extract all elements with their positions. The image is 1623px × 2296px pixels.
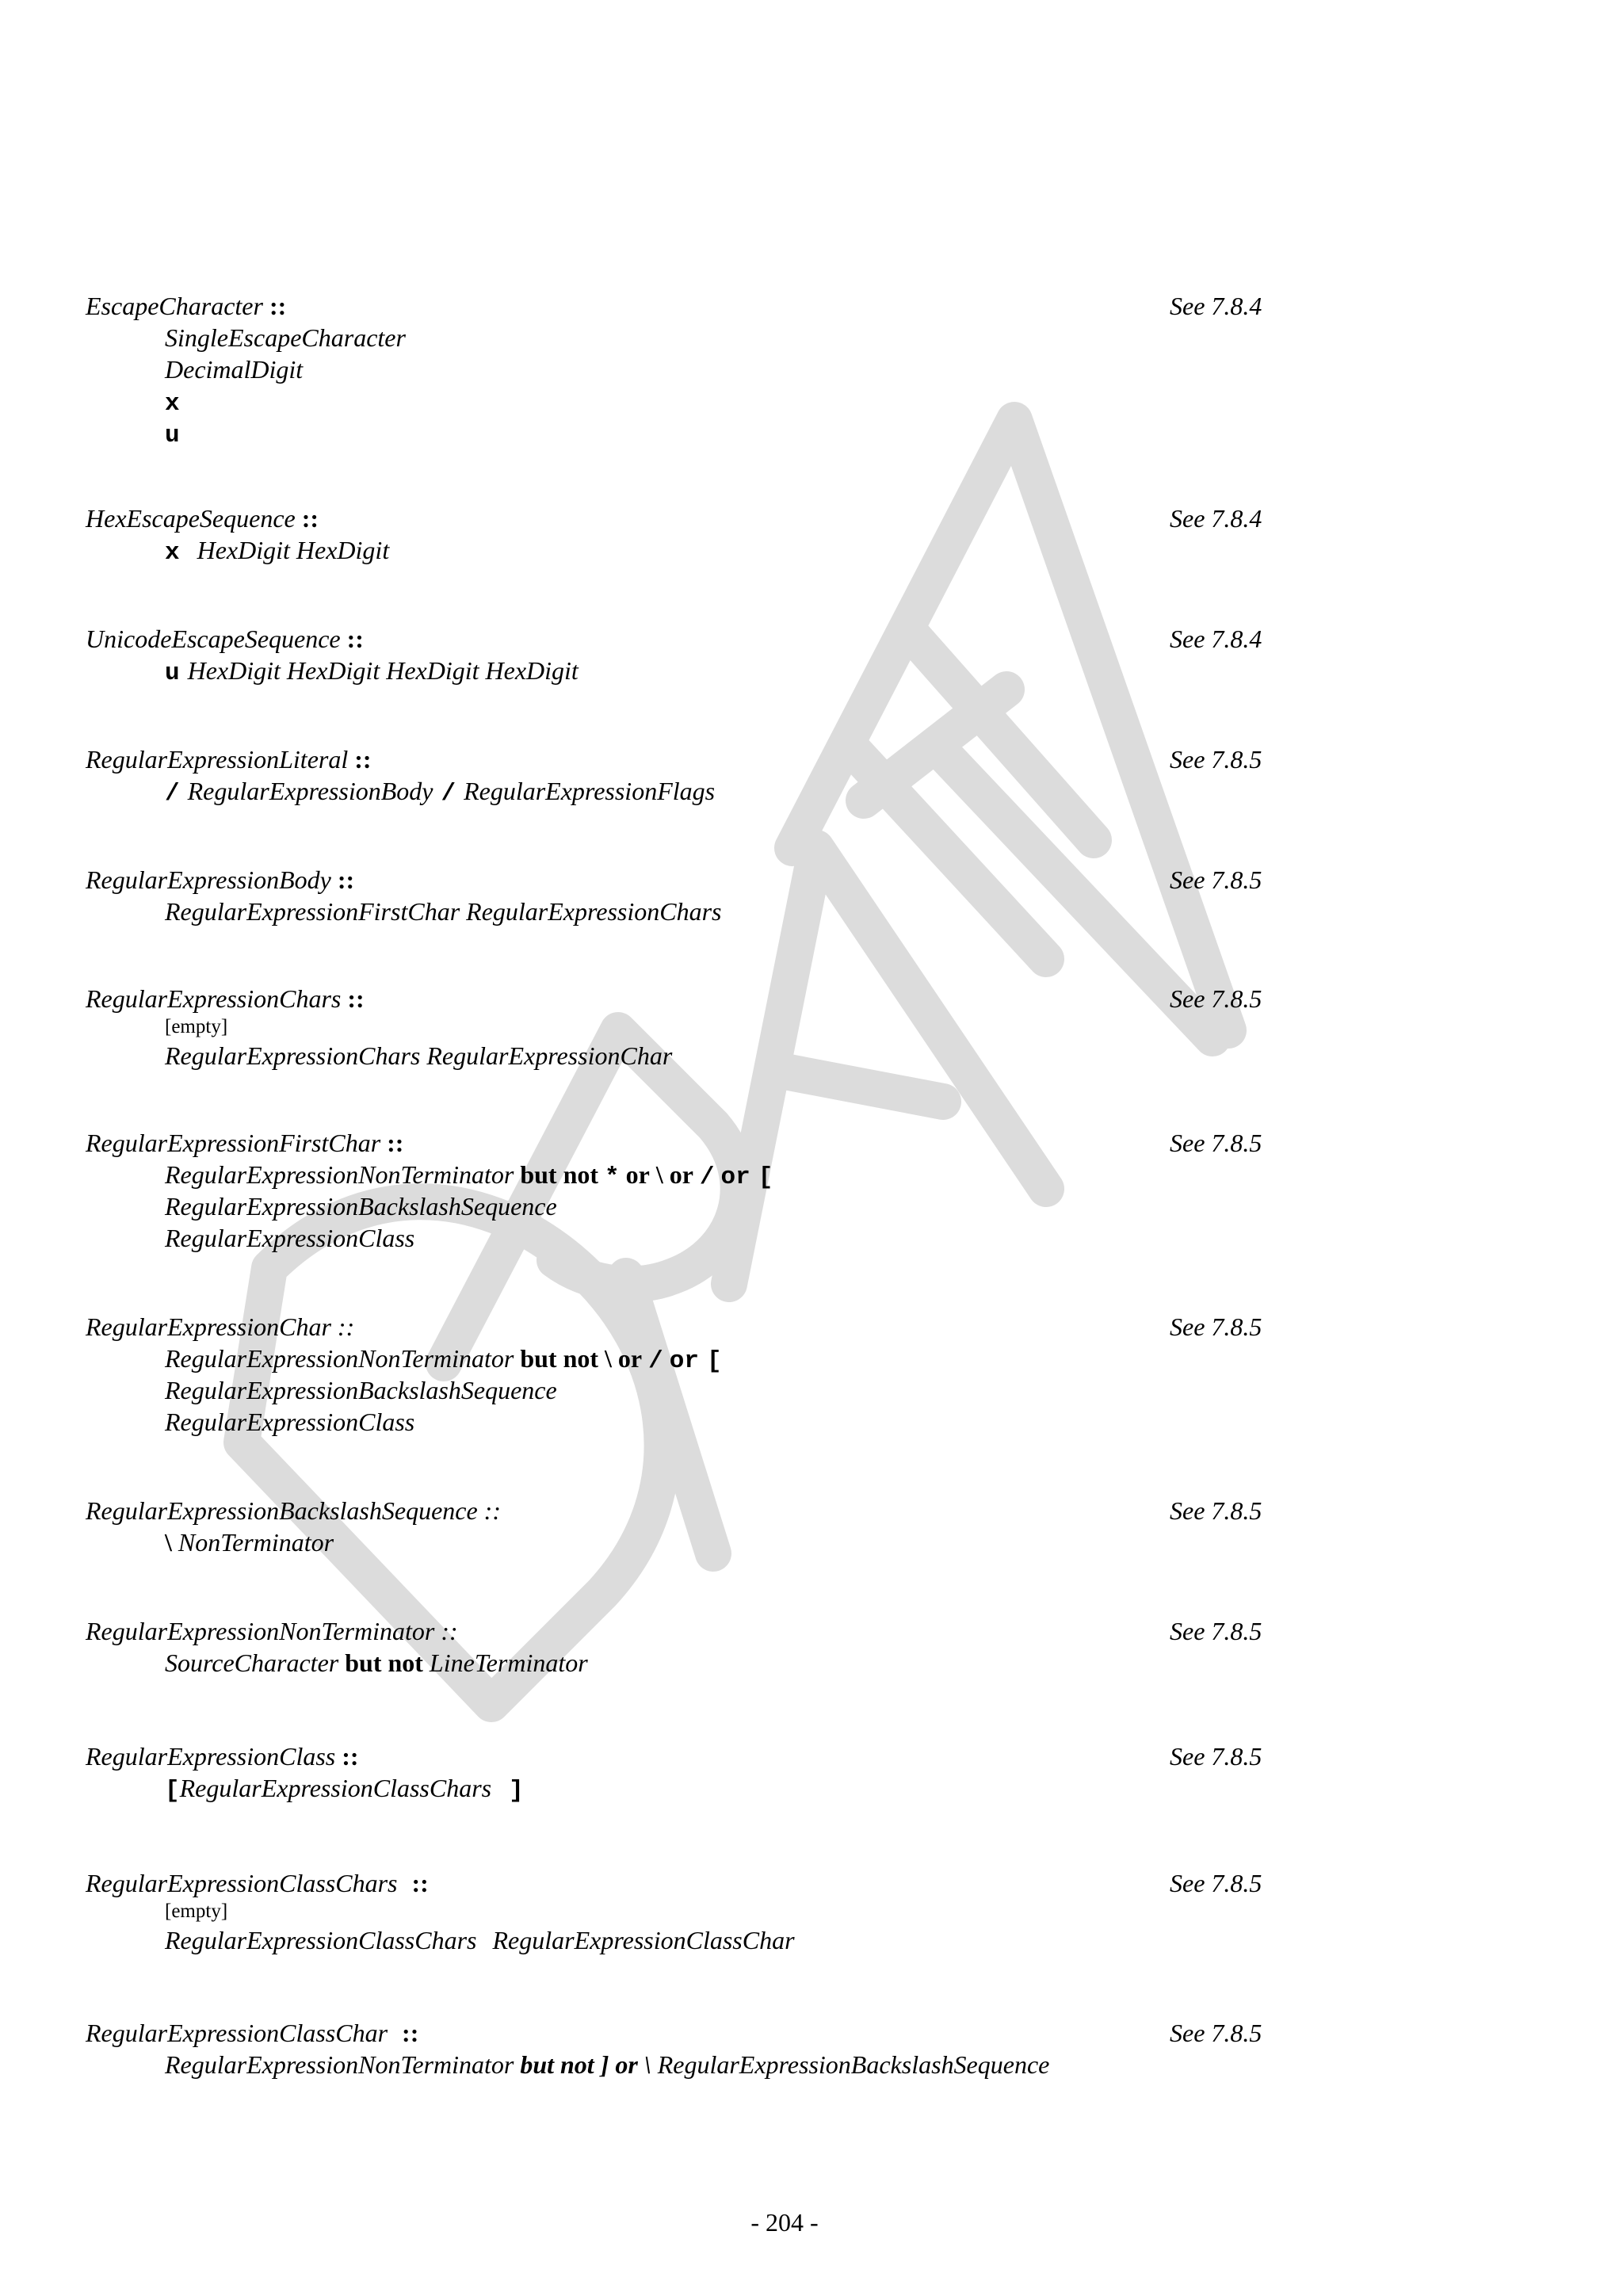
alternative (86, 1190, 1322, 1222)
production-regular-expression-class-chars (86, 1867, 1322, 1956)
production-regular-expression-char (86, 1311, 1322, 1438)
nonterminal: RegularExpressionNonTerminator (165, 1344, 514, 1373)
production-head (86, 623, 1322, 655)
production-operator: :: (483, 1496, 501, 1525)
section-reference: See 7.8.5 (1170, 1617, 1262, 1645)
production-head (86, 1127, 1322, 1159)
nonterminal: RegularExpressionFirstChar RegularExpressionChars (165, 897, 722, 926)
keyword: or (669, 1160, 693, 1189)
section-reference: See 7.8.5 (1170, 865, 1262, 894)
page-number: - 204 - (750, 2208, 819, 2237)
keyword: but not (345, 1648, 423, 1677)
alternative (86, 353, 1322, 385)
terminal: u (165, 659, 180, 687)
alternative (86, 1526, 1322, 1558)
production-regular-expression-class-char (86, 2017, 1322, 2080)
production-hex-escape-sequence (86, 502, 1322, 566)
production-head (86, 1740, 1322, 1772)
nonterminal: RegularExpressionClassChars RegularExpressionClassChar (165, 1926, 795, 1954)
production-lhs: RegularExpressionLiteral (86, 745, 349, 774)
production-lhs: RegularExpressionChars (86, 984, 342, 1013)
production-escape-character (86, 290, 1322, 449)
production-operator: :: (337, 1312, 355, 1341)
nonterminal: RegularExpressionClass (165, 1224, 415, 1252)
terminal: / (648, 1347, 663, 1375)
production-head (86, 1311, 1322, 1343)
nonterminal: RegularExpressionClass (165, 1408, 415, 1436)
alternative (86, 1772, 1322, 1804)
terminal: \ (605, 1344, 612, 1373)
production-operator: :: (347, 984, 365, 1013)
empty-marker: [empty] (165, 1016, 228, 1037)
terminal: ] (509, 1777, 524, 1805)
empty-marker: [empty] (165, 1901, 228, 1922)
production-lhs: RegularExpressionFirstChar (86, 1129, 381, 1157)
alternative (86, 896, 1322, 927)
terminal: [ (758, 1163, 773, 1191)
terminal: * (605, 1163, 620, 1191)
production-lhs: HexEscapeSequence (86, 504, 296, 533)
production-regular-expression-first-char (86, 1127, 1322, 1254)
keyword: but not (520, 1344, 599, 1373)
production-head (86, 1615, 1322, 1647)
nonterminal: HexDigit HexDigit (197, 536, 390, 564)
keyword: or (625, 1160, 650, 1189)
nonterminal: RegularExpressionBody (187, 777, 433, 805)
section-reference: See 7.8.5 (1170, 1869, 1262, 1897)
production-operator: :: (441, 1617, 458, 1645)
nonterminal: RegularExpressionNonTerminator (165, 1160, 514, 1189)
section-reference: See 7.8.4 (1170, 292, 1262, 320)
production-lhs: RegularExpressionClassChar (86, 2019, 388, 2047)
alternative (86, 1924, 1322, 1956)
production-head (86, 864, 1322, 896)
production-lhs: RegularExpressionChar (86, 1312, 331, 1341)
alternative (86, 385, 1322, 417)
production-operator: :: (346, 625, 364, 653)
nonterminal: SingleEscapeCharacter (165, 323, 406, 352)
production-regular-expression-non-terminator (86, 1615, 1322, 1679)
terminal: \ (655, 1160, 663, 1189)
production-lhs: RegularExpressionClassChars (86, 1869, 398, 1897)
production-regular-expression-class (86, 1740, 1322, 1804)
nonterminal: RegularExpressionChars RegularExpressionChar (165, 1041, 673, 1070)
section-reference: See 7.8.4 (1170, 504, 1262, 533)
nonterminal: RegularExpressionClassChars (179, 1774, 492, 1802)
alternative (86, 1374, 1322, 1406)
section-reference: See 7.8.5 (1170, 1742, 1262, 1771)
terminal: x (165, 390, 180, 418)
nonterminal: RegularExpressionBackslashSequence (657, 2050, 1050, 2079)
nonterminal: RegularExpressionNonTerminator (165, 2050, 514, 2079)
production-operator: :: (342, 1742, 359, 1771)
production-regular-expression-body (86, 864, 1322, 927)
section-reference: See 7.8.5 (1170, 2019, 1262, 2047)
production-head (86, 2017, 1322, 2049)
production-regular-expression-backslash-sequence (86, 1495, 1322, 1558)
section-reference: See 7.8.5 (1170, 984, 1262, 1013)
nonterminal: DecimalDigit (165, 355, 304, 384)
production-head (86, 290, 1322, 322)
alternative (86, 655, 1322, 686)
production-regular-expression-literal (86, 743, 1322, 807)
production-head (86, 983, 1322, 1014)
section-reference: See 7.8.5 (1170, 1129, 1262, 1157)
keyword: but not ] or \ (520, 2050, 651, 2079)
production-head (86, 502, 1322, 534)
production-operator: :: (269, 292, 287, 320)
nonterminal: NonTerminator (178, 1528, 334, 1557)
nonterminal: HexDigit HexDigit HexDigit HexDigit (187, 656, 579, 685)
terminal: [ (165, 1777, 180, 1805)
keyword: or (669, 1347, 699, 1375)
production-head (86, 1495, 1322, 1526)
alternative-empty (86, 1014, 1322, 1040)
nonterminal: SourceCharacter (165, 1648, 339, 1677)
nonterminal: RegularExpressionBackslashSequence (165, 1192, 557, 1221)
production-operator: :: (402, 2019, 419, 2047)
alternative-empty (86, 1899, 1322, 1924)
production-lhs: RegularExpressionClass (86, 1742, 336, 1771)
production-regular-expression-chars (86, 983, 1322, 1072)
nonterminal: RegularExpressionBackslashSequence (165, 1376, 557, 1404)
production-head (86, 1867, 1322, 1899)
terminal: / (699, 1163, 715, 1191)
keyword: or (617, 1344, 643, 1373)
terminal: / (165, 780, 180, 808)
nonterminal: LineTerminator (429, 1648, 588, 1677)
keyword: but not (520, 1160, 599, 1189)
alternative (86, 1040, 1322, 1072)
alternative (86, 534, 1322, 566)
section-reference: See 7.8.4 (1170, 625, 1262, 653)
production-operator: :: (301, 504, 319, 533)
terminal: u (165, 422, 180, 449)
production-head (86, 743, 1322, 775)
production-operator: :: (354, 745, 372, 774)
production-lhs: UnicodeEscapeSequence (86, 625, 341, 653)
alternative (86, 1647, 1322, 1679)
alternative (86, 2049, 1322, 2080)
production-lhs: EscapeCharacter (86, 292, 263, 320)
alternative (86, 322, 1322, 353)
production-lhs: RegularExpressionBackslashSequence (86, 1496, 478, 1525)
alternative (86, 1343, 1322, 1374)
terminal: \ (165, 1528, 172, 1557)
production-lhs: RegularExpressionBody (86, 865, 331, 894)
terminal: x (165, 539, 180, 567)
nonterminal: RegularExpressionFlags (464, 777, 716, 805)
terminal: [ (706, 1347, 722, 1375)
production-unicode-escape-sequence (86, 623, 1322, 686)
section-reference: See 7.8.5 (1170, 1312, 1262, 1341)
section-reference: See 7.8.5 (1170, 1496, 1262, 1525)
production-lhs: RegularExpressionNonTerminator (86, 1617, 435, 1645)
alternative (86, 417, 1322, 449)
terminal: / (441, 780, 456, 808)
production-operator: :: (411, 1869, 429, 1897)
section-reference: See 7.8.5 (1170, 745, 1262, 774)
keyword: or (720, 1163, 750, 1191)
alternative (86, 1222, 1322, 1254)
production-operator: :: (337, 865, 355, 894)
production-operator: :: (387, 1129, 404, 1157)
alternative (86, 1159, 1322, 1190)
alternative (86, 1406, 1322, 1438)
alternative (86, 775, 1322, 807)
